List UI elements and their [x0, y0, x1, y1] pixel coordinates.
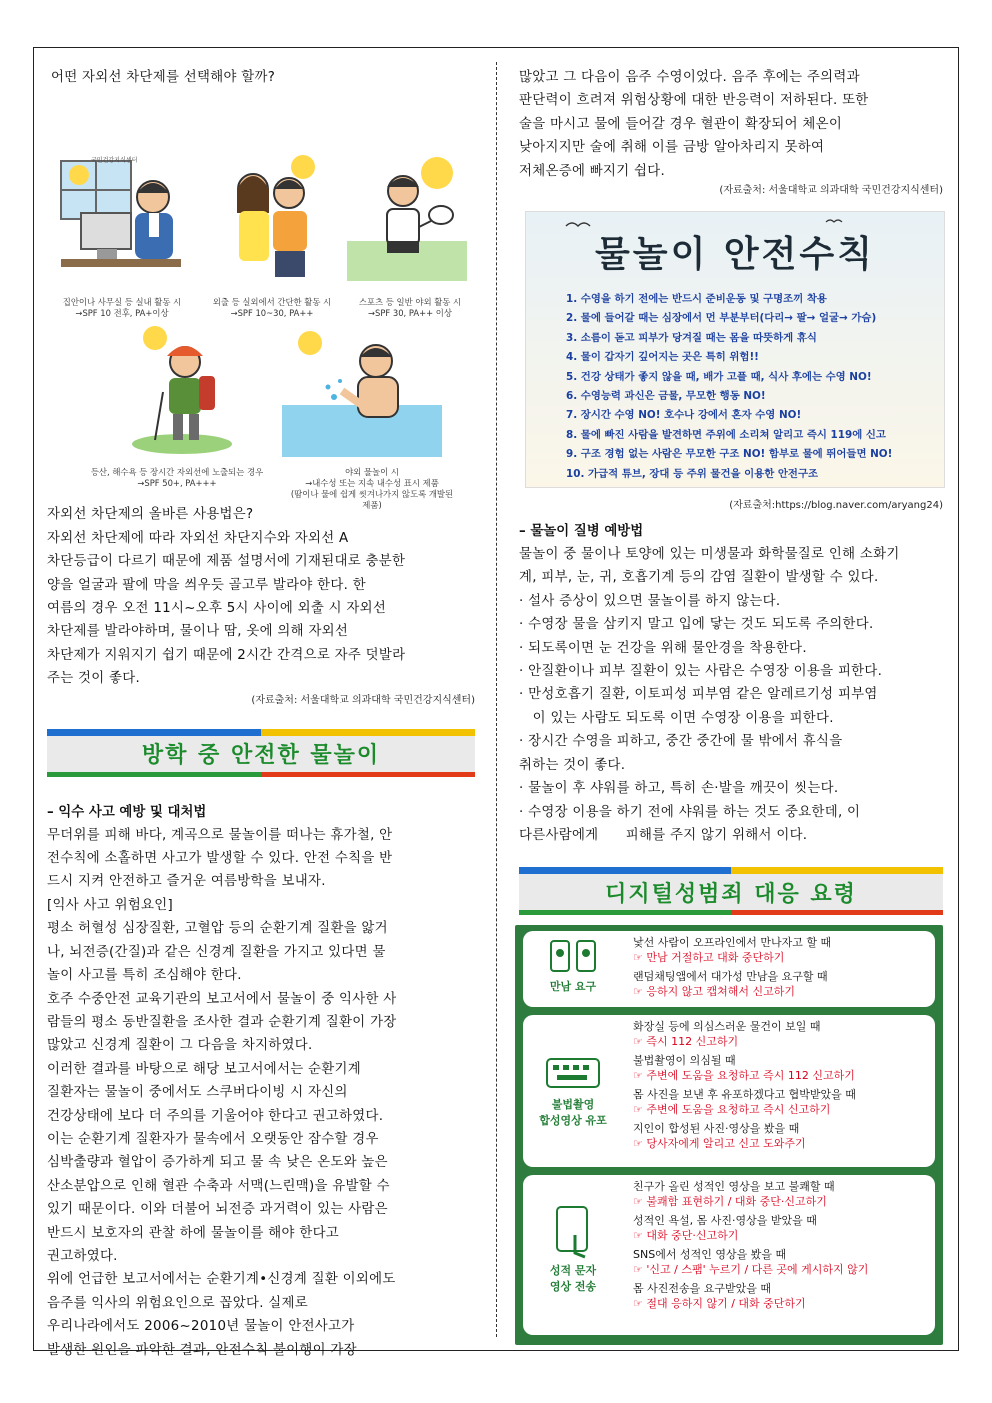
body-line: 발생한 원인을 파악한 결과, 안전수칙 불이행이 가장 [47, 1342, 357, 1358]
body-line: 평소 허혈성 심장질환, 고혈압 등의 순환기계 질환을 앓거 [47, 921, 388, 937]
caption-2: 외출 등 실외에서 간단한 활동 시 →SPF 10~30, PA++ [212, 297, 332, 319]
sunscreen-line-1: 자외선 차단제에 따라 자외선 차단지수와 자외선 A [47, 530, 349, 546]
body-line: 전수칙에 소홀하면 사고가 발생할 수 있다. 안전 수칙을 반 [47, 851, 393, 867]
body-line: 무더위를 피해 바다, 계곡으로 물놀이를 떠나는 휴가철, 안 [47, 827, 393, 843]
action-text: ☞ 응하지 않고 캡쳐해서 신고하기 [633, 985, 795, 999]
disease-line: · 만성호흡기 질환, 이토피성 피부염 같은 알레르기성 피부염 [519, 687, 878, 703]
disease-line: 다른사람에게 피해를 주지 않기 위해서 이다. [519, 827, 808, 843]
rules-list [566, 290, 892, 484]
card-illegal-filming [523, 1015, 935, 1167]
action-text: ☞ 절대 응하지 않기 / 대화 중단하기 [633, 1297, 806, 1311]
sunscreen-line-0: 자외선 차단제의 올바른 사용법은? [47, 507, 254, 523]
phone-chat-icon [545, 939, 601, 975]
situation-text: 랜덤채팅앱에서 대가성 만남을 요구할 때 [633, 970, 828, 984]
rule-item: 3. 소름이 돋고 피부가 당겨질 때는 몸을 따뜻하게 휴식 [566, 331, 817, 344]
subtitle-drowning: – 익수 사고 예방 및 대처법 [47, 804, 207, 820]
disease-line: · 수영장 이용을 하기 전에 샤워를 하는 것도 중요한데, 이 [519, 804, 861, 820]
caption-5: 야외 물놀이 시 →내수성 또는 지속 내수성 표시 제품 (땀이나 물에 쉽게 씻겨나가지 않도록 개발된 제품) [290, 467, 454, 511]
caption-4: 등산, 해수욕 등 장시간 자외선에 노출되는 경우 →SPF 50+, PA+++ [90, 467, 264, 489]
situation-text: 불법촬영이 의심될 때 [633, 1054, 736, 1068]
source-note-1: (자료출처: 서울대학교 의과대학 국민건강지식센터) [251, 694, 475, 706]
disease-line: · 안질환이나 피부 질환이 있는 사람은 수영장 이용을 피한다. [519, 664, 883, 680]
sunscreen-line-2: 차단등급이 다르기 때문에 제품 설명서에 기재된대로 충분한 [47, 554, 406, 570]
caption-1: 집안이나 사무실 등 실내 활동 시 →SPF 10 전후, PA+이상 [62, 297, 182, 319]
sunscreen-line-3: 양을 얼굴과 팔에 막을 씌우듯 골고루 발라야 한다. 한 [47, 577, 366, 593]
body-line: 심박출량과 혈압이 증가하게 되고 물 속 낮은 온도와 높은 [47, 1155, 388, 1171]
body-line: 나, 뇌전증(간질)과 같은 신경계 질환을 가지고 있다면 물 [47, 944, 386, 960]
body-line: 있기 때문이다. 이와 더불어 뇌전증 과거력이 있는 사람은 [47, 1202, 388, 1218]
card-label: 불법촬영 [551, 1098, 595, 1112]
intro-question: 어떤 자외선 차단제를 선택해야 할까? [51, 70, 276, 85]
card-meeting-request [523, 931, 935, 1007]
body-line: 드시 지켜 안전하고 즐거운 여름방학을 보내자. [47, 874, 326, 890]
body-line: 이는 순환기계 질환자가 물속에서 오랫동안 잠수할 경우 [47, 1131, 379, 1147]
action-text: ☞ '신고 / 스팸' 누르기 / 다른 곳에 게시하지 않기 [633, 1263, 869, 1277]
rule-item: 7. 장시간 수영 NO! 호수나 강에서 혼자 수영 NO! [566, 409, 802, 422]
disease-line: · 설사 증상이 있으면 물놀이를 하지 않는다. [519, 593, 781, 609]
sunscreen-line-7: 주는 것이 좋다. [47, 671, 141, 687]
disease-line: 취하는 것이 좋다. [519, 757, 626, 773]
action-text: ☞ 대화 중단·신고하기 [633, 1229, 739, 1243]
card-sexual-messages [523, 1175, 935, 1335]
column-divider [496, 62, 497, 1337]
rule-item: 8. 물에 빠진 사람을 발견하면 주위에 소리쳐 알리고 즉시 119에 신고 [566, 428, 886, 441]
digital-crime-response-panel [515, 925, 943, 1345]
disease-line: · 장시간 수영을 피하고, 중간 중간에 물 밖에서 휴식을 [519, 734, 843, 750]
disease-line: · 물놀이 후 샤워를 하고, 특히 손·발을 깨끗이 씻는다. [519, 781, 839, 797]
right-column [519, 66, 943, 1345]
situation-text: 화장실 등에 의심스러운 물건이 보일 때 [633, 1020, 821, 1034]
disease-line: 물놀이 중 물이나 토양에 있는 미생물과 화학물질로 인해 소화기 [519, 547, 900, 563]
situation-text: 몸 사진전송을 요구받았을 때 [633, 1282, 772, 1296]
disease-line: · 되도록이면 눈 건강을 위해 물안경을 착용한다. [519, 640, 807, 656]
disease-line: 이 있는 사람도 되도록 이면 수영장 이용을 피한다. [519, 710, 834, 726]
sunscreen-line-5: 차단제를 발라야하며, 물이나 땀, 옷에 의해 자외선 [47, 624, 349, 640]
subtitle-disease: – 물놀이 질병 예방법 [519, 524, 644, 540]
rule-item: 9. 구조 경험 없는 사람은 무모한 구조 NO! 함부로 물에 뛰어들면 NO! [566, 448, 893, 461]
action-text: ☞ 만남 거절하고 대화 중단하기 [633, 951, 785, 965]
situation-text: SNS에서 성적인 영상을 봤을 때 [633, 1248, 787, 1262]
right-top-line: 저체온증에 빠지기 쉽다. [519, 163, 666, 179]
water-play-illustration [282, 327, 442, 457]
body-line: 많았고 신경계 질환이 그 다음을 차지하였다. [47, 1038, 313, 1054]
office-illustration [57, 153, 185, 281]
right-top-line: 많았고 그 다음이 음주 수영이었다. 음주 후에는 주의력과 [519, 70, 860, 85]
body-line: 우리나라에서도 2006~2010년 물놀이 안전사고가 [47, 1319, 355, 1335]
rule-item: 4. 물이 갑자기 깊어지는 곳은 특히 위험!! [566, 351, 759, 364]
action-text: ☞ 즉시 112 신고하기 [633, 1035, 739, 1049]
rules-title: 물놀이 안전수칙 [595, 234, 875, 276]
couple-illustration [217, 153, 327, 281]
body-line: 산소분압으로 인해 혈관 수축과 서맥(느린맥)을 유발할 수 [47, 1178, 390, 1194]
body-line: 놀이 사고를 특히 조심해야 한다. [47, 968, 242, 984]
right-top-line: 낮아지지만 술에 취해 이를 금방 알아차리지 못하여 [519, 140, 825, 156]
situation-text: 몸 사진을 보낸 후 유포하겠다고 협박받았을 때 [633, 1088, 856, 1102]
sunscreen-line-6: 차단제가 지워지기 쉽기 때문에 2시간 간격으로 자주 덧발라 [47, 647, 406, 663]
card-label: 영상 전송 [549, 1280, 597, 1294]
action-text: ☞ 주변에 도움을 요청하고 즉시 신고하기 [633, 1103, 831, 1117]
situation-text: 낯선 사람이 오프라인에서 만나자고 할 때 [633, 936, 832, 950]
situation-text: 친구가 올린 성적인 영상을 보고 불쾌할 때 [633, 1180, 835, 1194]
rule-item: 6. 수영능력 과신은 금물, 무모한 행동 NO! [566, 390, 766, 403]
body-line: 권고하였다. [47, 1248, 118, 1264]
section-heading-digital-crime [519, 867, 943, 915]
right-top-line: 술을 마시고 물에 들어갈 경우 혈관이 확장되어 체온이 [519, 116, 843, 132]
water-safety-rules-poster [525, 211, 945, 488]
rule-item: 2. 물에 들어갈 때는 심장에서 먼 부분부터(다리→ 팔→ 얼굴→ 가슴) [566, 312, 877, 325]
rule-item: 5. 건강 상태가 좋지 않을 때, 배가 고플 때, 식사 후에는 수영 NO! [566, 370, 872, 383]
source-note-3: (자료출처:https://blog.naver.com/aryang24) [729, 500, 943, 512]
tennis-illustration [347, 153, 467, 281]
action-text: ☞ 불쾌함 표현하기 / 대화 중단·신고하기 [633, 1195, 827, 1209]
left-column [47, 66, 475, 1362]
section-heading-water-safety [47, 729, 475, 777]
source-note-2: (자료출처: 서울대학교 의과대학 국민건강지식센터) [719, 185, 943, 197]
rule-item: 10. 가급적 튜브, 장대 등 주위 물건을 이용한 안전구조 [566, 467, 819, 480]
disease-line: · 수영장 물을 삼키지 말고 입에 닿는 것도 되도록 주의한다. [519, 617, 874, 633]
body-line: 반드시 보호자의 관찰 하에 물놀이를 해야 한다고 [47, 1225, 340, 1241]
watermark-1: 국민건강지식센터 [91, 157, 138, 165]
body-line: 건강상태에 보다 더 주의를 기울어야 한다고 권고하였다. [47, 1108, 384, 1124]
body-line: 질환자는 물놀이 중에서도 스쿠버다이빙 시 자신의 [47, 1085, 348, 1101]
rule-item: 1. 수영을 하기 전에는 반드시 준비운동 및 구명조끼 착용 [566, 293, 827, 306]
caption-3: 스포츠 등 일반 야외 활동 시 →SPF 30, PA++ 이상 [358, 297, 462, 319]
situation-text: 성적인 욕설, 몸 사진·영상을 받았을 때 [633, 1214, 817, 1228]
body-line: 람들의 평소 동반질환을 조사한 결과 순환기계 질환이 가장 [47, 1014, 397, 1030]
right-top-line: 판단력이 흐려져 위험상황에 대한 반응력이 저하된다. 또한 [519, 93, 869, 109]
keyboard-icon [543, 1053, 603, 1093]
hiker-illustration [127, 322, 237, 457]
disease-line: 계, 피부, 눈, 귀, 호흡기계 등의 감염 질환이 발생할 수 있다. [519, 570, 879, 586]
action-text: ☞ 당사자에게 알리고 신고 도와주기 [633, 1137, 806, 1151]
sunscreen-line-4: 여름의 경우 오전 11시~오후 5시 사이에 외출 시 자외선 [47, 601, 387, 617]
action-text: ☞ 주변에 도움을 요청하고 즉시 112 신고하기 [633, 1069, 855, 1083]
section-title-water: 방학 중 안전한 물놀이 [141, 743, 381, 769]
body-line: 위에 언급한 보고서에서는 순환기계•신경계 질환 이외에도 [47, 1272, 396, 1288]
body-line: 음주를 익사의 위험요인으로 꼽았다. 실제로 [47, 1295, 309, 1311]
situation-text: 지인이 합성된 사진·영상을 봤을 때 [633, 1122, 800, 1136]
body-line: 호주 수중안전 교육기관의 보고서에서 물놀이 중 익사한 사 [47, 991, 397, 1007]
sunscreen-illustrations [47, 97, 475, 511]
card-label: 만남 요구 [549, 980, 597, 994]
body-line: [익사 사고 위험요인] [47, 897, 174, 913]
body-line: 이러한 결과를 바탕으로 해당 보고서에서는 순환기계 [47, 1061, 361, 1077]
card-label: 성적 문자 [549, 1264, 597, 1278]
section-title-digital: 디지털성범죄 대응 요령 [605, 881, 857, 907]
card-label: 합성영상 유포 [539, 1114, 607, 1128]
tablet-touch-icon [551, 1205, 595, 1259]
